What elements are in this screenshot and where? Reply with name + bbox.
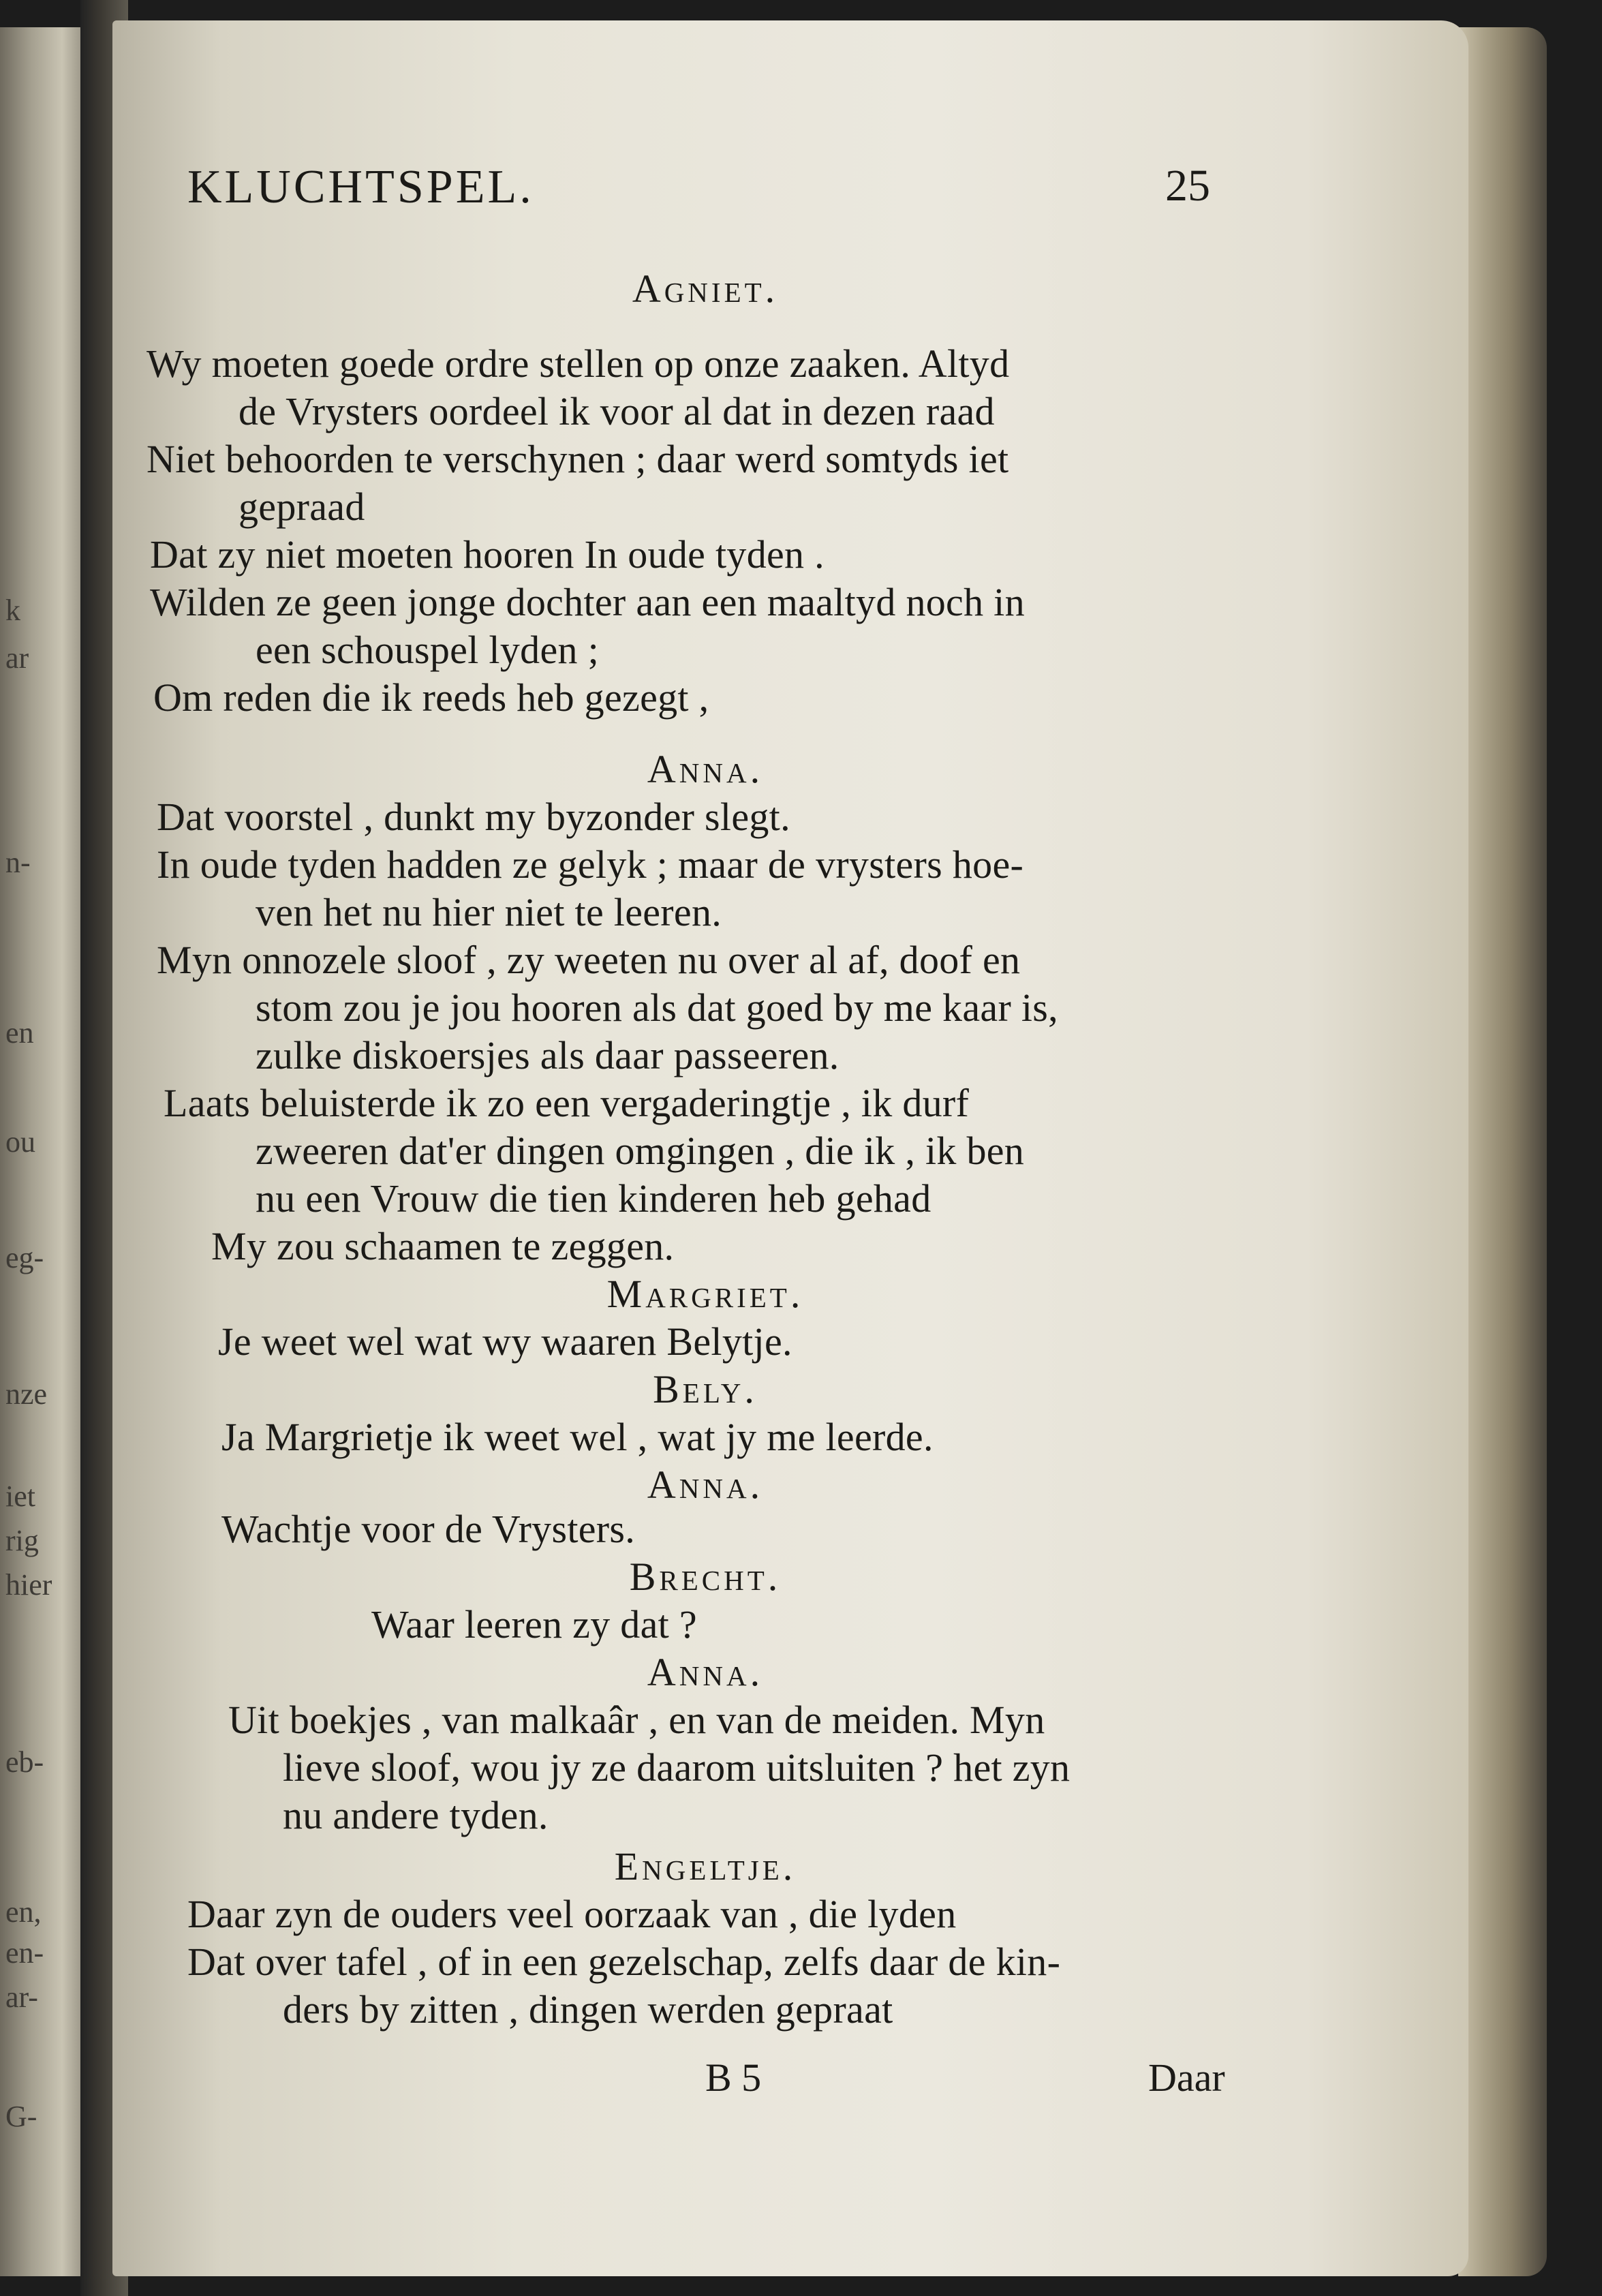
speaker-bely: Bely.	[653, 1367, 758, 1411]
text-line: de Vrysters oordeel ik voor al dat in dezen raad	[238, 389, 995, 433]
left-page-fragment: ar	[5, 641, 29, 675]
text-line: ven het nu hier niet te leeren.	[256, 890, 722, 934]
speaker-anna: Anna.	[647, 1650, 764, 1694]
left-page-fragment: eg-	[5, 1241, 44, 1274]
text-line: ders by zitten , dingen werden gepraat	[283, 1987, 893, 2032]
left-page-fragment: k	[5, 594, 20, 627]
text-line: Ja Margrietje ik weet wel , wat jy me leerde.	[221, 1415, 934, 1459]
text-line: Myn onnozele sloof , zy weeten nu over al af, doof en	[157, 938, 1021, 982]
text-line: Laats beluisterde ik zo een vergaderingtje , ik durf	[164, 1081, 970, 1125]
catchword: Daar	[1148, 2055, 1225, 2100]
left-page-fragment: en-	[5, 1936, 44, 1970]
text-line: Dat zy niet moeten hooren In oude tyden .	[150, 532, 825, 577]
speaker-margriet: Margriet.	[606, 1272, 804, 1316]
text-line: Om reden die ik reeds heb gezegt ,	[153, 675, 709, 720]
left-page-fragment: G-	[5, 2100, 37, 2133]
text-line: stom zou je jou hooren als dat goed by me kaar is,	[256, 985, 1058, 1030]
text-line: Wilden ze geen jonge dochter aan een maaltyd noch in	[150, 580, 1025, 624]
left-page-fragment: ou	[5, 1125, 35, 1159]
left-page-fragment: eb-	[5, 1745, 44, 1779]
text-line: zweeren dat'er dingen omgingen , die ik , ik ben	[256, 1129, 1025, 1173]
text-line: Wy moeten goede ordre stellen op onze zaaken. Altyd	[147, 341, 1010, 386]
text-line: Niet behoorden te verschynen ; daar werd somtyds iet	[147, 437, 1009, 481]
text-line: een schouspel lyden ;	[256, 628, 600, 672]
left-page-fragment: rig	[5, 1524, 39, 1557]
text-line: In oude tyden hadden ze gelyk ; maar de vrysters hoe-	[157, 842, 1024, 887]
left-page-fragment: nze	[5, 1377, 48, 1411]
text-line: zulke diskoersjes als daar passeeren.	[256, 1033, 839, 1077]
text-line: Waar leeren zy dat ?	[371, 1602, 697, 1647]
left-page-fragment: n-	[5, 846, 31, 879]
text-line: nu een Vrouw die tien kinderen heb gehad	[256, 1176, 931, 1221]
left-page-fragment: en	[5, 1016, 34, 1050]
text-line: Je weet wel wat wy waaren Belytje.	[218, 1319, 792, 1364]
text-line: lieve sloof, wou jy ze daarom uitsluiten ? het zyn	[283, 1745, 1070, 1790]
page-edge	[1458, 27, 1547, 2276]
left-page-fragment: iet	[5, 1480, 35, 1513]
running-header-title: KLUCHTSPEL.	[187, 161, 534, 213]
text-line: Uit boekjes , van malkaâr , en van de meiden. Myn	[228, 1698, 1045, 1742]
text-line: gepraad	[238, 485, 365, 529]
page-number: 25	[1165, 161, 1210, 211]
speaker-engeltje: Engeltje.	[614, 1844, 797, 1888]
speaker-agniet: Agniet.	[632, 266, 779, 311]
text-line: Wachtje voor de Vrysters.	[221, 1507, 636, 1551]
left-page-fragment: ar-	[5, 1980, 38, 2014]
text-line: Dat voorstel , dunkt my byzonder slegt.	[157, 795, 790, 839]
speaker-brecht: Brecht.	[629, 1555, 782, 1599]
book-page	[112, 20, 1468, 2276]
text-line: nu andere tyden.	[283, 1793, 549, 1837]
speaker-anna: Anna.	[647, 747, 764, 791]
speaker-anna: Anna.	[647, 1463, 764, 1507]
left-page-fragment: en,	[5, 1895, 42, 1929]
text-line: Dat over tafel , of in een gezelschap, zelfs daar de kin-	[187, 1940, 1061, 1984]
left-facing-page	[0, 27, 89, 2276]
left-page-fragment: hier	[5, 1568, 52, 1602]
signature-mark: B 5	[705, 2055, 762, 2100]
text-line: Daar zyn de ouders veel oorzaak van , die lyden	[187, 1892, 957, 1936]
text-line: My zou schaamen te zeggen.	[211, 1224, 675, 1268]
